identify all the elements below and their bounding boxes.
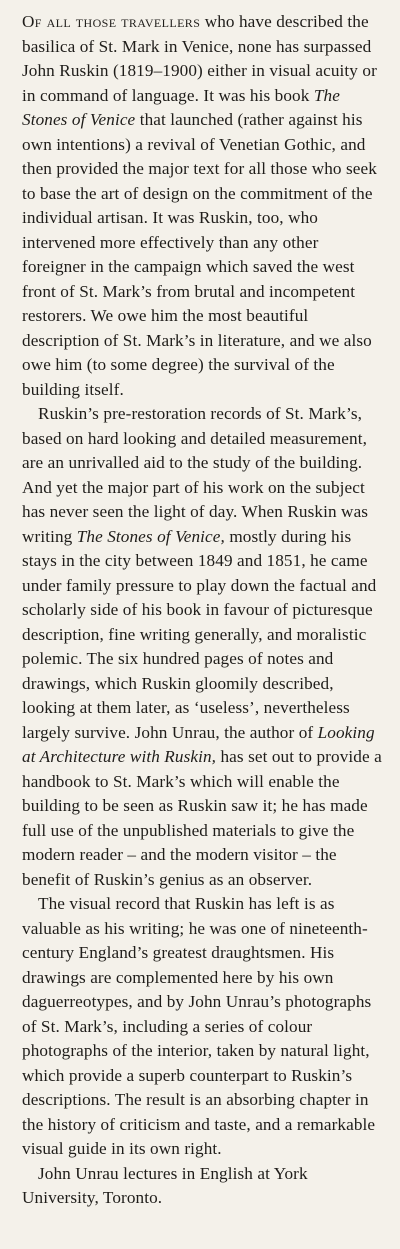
text-segment: who have described the basilica of St. Mark in Venice, none has surpassed John Ruskin (1819–1900) either in visual acuity or in command of language. It was his book — [22, 12, 377, 105]
text-segment: has set out to provide a handbook to St. Mark’s which will enable the building to be seen as Ruskin saw it; he has made full use of the unpublished materials to give the modern reader – and the modern visitor – the benefit of Ruskin’s genius as an observer. — [22, 747, 382, 889]
lead-smallcaps: Of all those travellers — [22, 12, 201, 31]
text-segment: John Unrau lectures in English at York University, Toronto. — [22, 1163, 308, 1207]
book-title-italic: The Stones of Venice — [22, 85, 340, 129]
paragraph-2 — [22, 402, 386, 892]
paragraph-3 — [22, 892, 386, 1162]
text-segment: Ruskin’s pre-restoration records of St. Mark’s, based on hard looking and detailed measurement, are an unrivalled aid to the study of the building. And yet the major part of his work on the subject has never seen the light of day. When Ruskin was writing — [22, 404, 369, 546]
book-title-italic: Looking at Architecture with Ruskin, — [22, 722, 375, 766]
text-segment: that launched (rather against his own intentions) a revival of Venetian Gothic, and then provided the major text for all those who seek to base the art of design on the commitment of the individual artisan. It was Ruskin, too, who intervened more effectively than any other foreigner in the campaign which saved the west front of St. Mark’s from brutal and incompetent restorers. We owe him the most beautiful description of St. Mark’s in literature, and we also owe him (to some degree) the survival of the building itself. — [22, 110, 377, 399]
text-segment: mostly during his stays in the city between 1849 and 1851, he came under family pressure to play down the factual and scholarly side of his book in favour of picturesque description, fine writing generally, and moralistic polemic. The six hundred pages of notes and drawings, which Ruskin gloomily described, looking at them later, as ‘useless’, nevertheless largely survive. John Unrau, the author of — [22, 526, 377, 742]
paragraph-1 — [22, 10, 386, 402]
text-segment: The visual record that Ruskin has left is as valuable as his writing; he was one of nineteenth-century England’s greatest draughtsmen. His drawings are complemented here by his own daguerreotypes, and by John Unrau’s photographs of St. Mark’s, including a series of colour photographs of the interior, taken by natural light, which provide a superb counterpart to Ruskin’s descriptions. The result is an absorbing chapter in the history of criticism and taste, and a remarkable visual guide in its own right. — [22, 894, 376, 1158]
book-title-italic: The Stones of Venice, — [76, 526, 225, 546]
paragraph-4-author-note — [22, 1162, 386, 1211]
